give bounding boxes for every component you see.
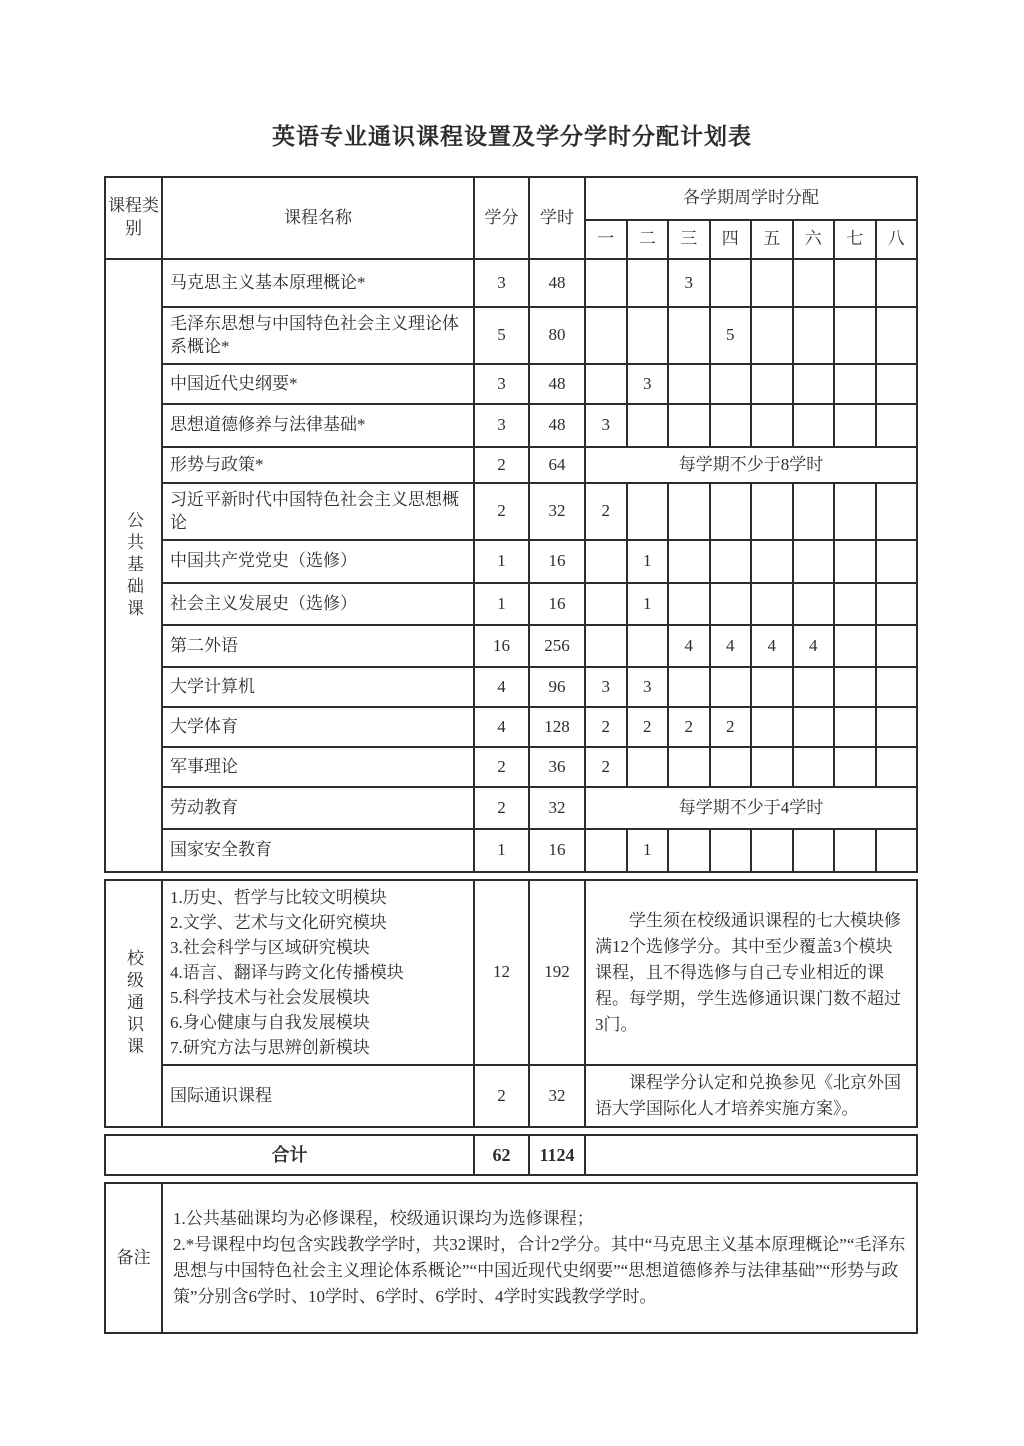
semester-cell (876, 540, 918, 583)
remarks-row (105, 1183, 917, 1333)
course-name-cell: 形势与政策* (162, 447, 474, 483)
semester-cell (793, 364, 835, 404)
semester-col-header: 四 (710, 220, 752, 259)
semester-cell: 2 (710, 707, 752, 747)
semester-cell (751, 259, 793, 307)
credits-cell: 4 (474, 667, 529, 707)
credits-cell: 1 (474, 583, 529, 625)
semester-cell (793, 667, 835, 707)
semester-cell (876, 625, 918, 667)
course-name-cell: 国家安全教育 (162, 829, 474, 872)
semester-cell (627, 483, 669, 540)
course-name-cell: 大学计算机 (162, 667, 474, 707)
hours-cell: 48 (529, 404, 585, 447)
semester-cell: 5 (710, 307, 752, 364)
semester-cell: 2 (627, 707, 669, 747)
semester-cell (834, 259, 876, 307)
table-row (105, 259, 917, 307)
credits-cell: 3 (474, 259, 529, 307)
total-table (104, 1134, 918, 1176)
semester-cell (585, 829, 627, 872)
semester-cell (834, 747, 876, 787)
semester-cell: 3 (585, 404, 627, 447)
module-item: 4.语言、翻译与跨文化传播模块 (170, 963, 404, 982)
semester-cell (876, 667, 918, 707)
semester-cell (876, 483, 918, 540)
hours-cell: 48 (529, 259, 585, 307)
remark-item: 1.公共基础课均为必修课程，校级通识课均为选修课程； (173, 1209, 594, 1228)
semester-cell: 3 (668, 259, 710, 307)
col-header-semester-group: 各学期周学时分配 (585, 177, 917, 220)
semester-cell (834, 307, 876, 364)
semester-cell (710, 540, 752, 583)
semester-cell (793, 540, 835, 583)
semester-cell (585, 540, 627, 583)
category-cell (105, 880, 162, 1127)
table-row (105, 787, 917, 829)
semester-col-header: 五 (751, 220, 793, 259)
semester-cell (876, 707, 918, 747)
semester-cell (876, 747, 918, 787)
semester-cell (876, 307, 918, 364)
semester-cell (834, 364, 876, 404)
hours-cell: 32 (529, 787, 585, 829)
semester-cell (793, 307, 835, 364)
semester-cell (751, 829, 793, 872)
hours-cell: 48 (529, 364, 585, 404)
table-row (105, 364, 917, 404)
course-name-cell: 第二外语 (162, 625, 474, 667)
semester-col-header: 二 (627, 220, 669, 259)
course-name-cell: 马克思主义基本原理概论* (162, 259, 474, 307)
semester-cell (876, 404, 918, 447)
semester-cell (876, 364, 918, 404)
table-row (105, 483, 917, 540)
course-plan-tables (104, 176, 918, 1334)
course-name-cell: 习近平新时代中国特色社会主义思想概论 (162, 483, 474, 540)
modules-note-cell (585, 880, 917, 1065)
hours-cell: 256 (529, 625, 585, 667)
course-name-cell: 社会主义发展史（选修） (162, 583, 474, 625)
total-label-cell: 合计 (105, 1135, 474, 1175)
semester-cell (627, 747, 669, 787)
semester-cell (668, 483, 710, 540)
semester-cell: 2 (585, 707, 627, 747)
semester-cell: 2 (585, 483, 627, 540)
semester-cell (585, 625, 627, 667)
modules-list-cell (162, 880, 474, 1065)
semester-cell (668, 404, 710, 447)
course-name-cell: 毛泽东思想与中国特色社会主义理论体系概论* (162, 307, 474, 364)
total-credits-cell: 62 (474, 1135, 529, 1175)
semester-cell (793, 707, 835, 747)
semester-cell (793, 259, 835, 307)
credits-cell: 12 (474, 880, 529, 1065)
semester-cell: 4 (668, 625, 710, 667)
module-item: 3.社会科学与区域研究模块 (170, 938, 370, 957)
col-header-hours: 学时 (529, 177, 585, 259)
remark-item: 2.*号课程中均包含实践教学学时，共32课时，合计2学分。其中“马克思主义基本原理概论”“毛泽东思想与中国特色社会主义理论体系概论”“中国近现代史纲要”“思想道德修养与法律基础”“形势与政策”分别含6学时、10学时、6学时、6学时、4学时实践教学学时。 (173, 1235, 906, 1306)
table-row (105, 707, 917, 747)
semester-cell (751, 483, 793, 540)
table-row (105, 1065, 917, 1127)
remarks-content-cell (162, 1183, 917, 1333)
semester-cell (668, 307, 710, 364)
category-cell (105, 259, 162, 872)
semester-cell (751, 747, 793, 787)
credits-cell: 16 (474, 625, 529, 667)
semester-cell (834, 540, 876, 583)
semester-cell: 1 (627, 583, 669, 625)
credits-cell: 4 (474, 707, 529, 747)
semester-cell (668, 364, 710, 404)
semester-cell (710, 259, 752, 307)
semester-cell (710, 483, 752, 540)
hours-cell: 32 (529, 483, 585, 540)
semester-cell (751, 540, 793, 583)
module-item: 5.科学技术与社会发展模块 (170, 988, 370, 1007)
remarks-table (104, 1182, 918, 1334)
module-item: 7.研究方法与思辨创新模块 (170, 1038, 370, 1057)
semester-cell: 2 (585, 747, 627, 787)
credits-cell: 2 (474, 1065, 529, 1127)
hours-cell: 32 (529, 1065, 585, 1127)
international-note-cell (585, 1065, 917, 1127)
semester-cell: 1 (627, 829, 669, 872)
semester-cell (668, 540, 710, 583)
modules-note-text: 学生须在校级通识课程的七大模块修满12个选修学分。其中至少覆盖3个模块课程，且不得选修与自己专业相近的课程。每学期，学生选修通识课门数不超过3门。 (595, 910, 901, 1034)
table-row (105, 583, 917, 625)
semester-cell (585, 583, 627, 625)
semester-col-header: 一 (585, 220, 627, 259)
semester-cell (876, 259, 918, 307)
semester-cell (751, 307, 793, 364)
credits-cell: 2 (474, 747, 529, 787)
semester-cell (751, 404, 793, 447)
hours-cell: 64 (529, 447, 585, 483)
semester-cell (710, 829, 752, 872)
semester-cell (585, 364, 627, 404)
table-row (105, 829, 917, 872)
course-name-cell: 国际通识课程 (162, 1065, 474, 1127)
semester-cell: 1 (627, 540, 669, 583)
semester-cell (834, 583, 876, 625)
category-label: 公共基础课 (124, 510, 143, 621)
semester-cell (710, 364, 752, 404)
category-label: 校级通识课 (124, 948, 143, 1059)
hours-cell: 128 (529, 707, 585, 747)
credits-cell: 3 (474, 364, 529, 404)
table-row (105, 625, 917, 667)
semester-cell (627, 307, 669, 364)
semester-cell (834, 667, 876, 707)
semester-cell (793, 747, 835, 787)
hours-cell: 192 (529, 880, 585, 1065)
semester-cell (876, 583, 918, 625)
col-header-category: 课程类别 (105, 177, 162, 259)
total-hours-cell: 1124 (529, 1135, 585, 1175)
semester-cell (751, 364, 793, 404)
table-row (105, 880, 917, 1065)
semester-cell (751, 707, 793, 747)
semester-cell (751, 667, 793, 707)
semester-col-header: 三 (668, 220, 710, 259)
hours-cell: 16 (529, 583, 585, 625)
header-row-1 (105, 177, 917, 220)
course-name-cell: 中国近代史纲要* (162, 364, 474, 404)
semester-cell: 3 (627, 667, 669, 707)
hours-cell: 80 (529, 307, 585, 364)
semester-cell (585, 307, 627, 364)
table-row (105, 404, 917, 447)
semester-cell (793, 404, 835, 447)
semester-cell (710, 583, 752, 625)
semester-cell: 4 (793, 625, 835, 667)
semester-cell (834, 625, 876, 667)
school-general-course-table (104, 879, 918, 1128)
semester-cell: 4 (710, 625, 752, 667)
col-header-credits: 学分 (474, 177, 529, 259)
semester-cell: 3 (627, 364, 669, 404)
credits-cell: 1 (474, 829, 529, 872)
semester-cell: 4 (751, 625, 793, 667)
semester-cell (668, 747, 710, 787)
credits-cell: 2 (474, 483, 529, 540)
semester-cell (834, 707, 876, 747)
semester-cell: 3 (585, 667, 627, 707)
table-row (105, 747, 917, 787)
semester-cell (751, 583, 793, 625)
semester-col-header: 八 (876, 220, 918, 259)
semester-cell (834, 829, 876, 872)
course-name-cell: 劳动教育 (162, 787, 474, 829)
semester-span-note: 每学期不少于8学时 (585, 447, 917, 483)
semester-cell (710, 747, 752, 787)
course-name-cell: 大学体育 (162, 707, 474, 747)
semester-cell: 2 (668, 707, 710, 747)
hours-cell: 96 (529, 667, 585, 707)
credits-cell: 3 (474, 404, 529, 447)
table-row (105, 307, 917, 364)
semester-col-header: 六 (793, 220, 835, 259)
semester-cell (668, 829, 710, 872)
semester-span-note: 每学期不少于4学时 (585, 787, 917, 829)
semester-col-header: 七 (834, 220, 876, 259)
remarks-label-cell: 备注 (105, 1183, 162, 1333)
hours-cell: 36 (529, 747, 585, 787)
semester-cell (668, 667, 710, 707)
col-header-course-name: 课程名称 (162, 177, 474, 259)
page-title: 英语专业通识课程设置及学分学时分配计划表 (272, 124, 752, 149)
course-name-cell: 军事理论 (162, 747, 474, 787)
credits-cell: 2 (474, 447, 529, 483)
credits-cell: 5 (474, 307, 529, 364)
module-item: 1.历史、哲学与比较文明模块 (170, 888, 387, 907)
semester-cell (710, 667, 752, 707)
semester-cell (876, 829, 918, 872)
course-name-cell: 中国共产党党史（选修） (162, 540, 474, 583)
semester-cell (834, 483, 876, 540)
semester-cell (834, 404, 876, 447)
international-note-text: 课程学分认定和兑换参见《北京外国语大学国际化人才培养实施方案》。 (595, 1073, 901, 1118)
semester-cell (793, 829, 835, 872)
table-row (105, 540, 917, 583)
semester-cell (585, 259, 627, 307)
public-basic-course-table (104, 176, 918, 873)
semester-cell (793, 483, 835, 540)
table-row (105, 667, 917, 707)
semester-cell (627, 625, 669, 667)
module-item: 2.文学、艺术与文化研究模块 (170, 913, 387, 932)
credits-cell: 2 (474, 787, 529, 829)
hours-cell: 16 (529, 829, 585, 872)
credits-cell: 1 (474, 540, 529, 583)
hours-cell: 16 (529, 540, 585, 583)
module-item: 6.身心健康与自我发展模块 (170, 1013, 370, 1032)
table-row (105, 447, 917, 483)
semester-cell (627, 404, 669, 447)
semester-cell (627, 259, 669, 307)
semester-cell (710, 404, 752, 447)
course-name-cell: 思想道德修养与法律基础* (162, 404, 474, 447)
total-row (105, 1135, 917, 1175)
semester-cell (668, 583, 710, 625)
semester-cell (793, 583, 835, 625)
total-empty-cell (585, 1135, 917, 1175)
